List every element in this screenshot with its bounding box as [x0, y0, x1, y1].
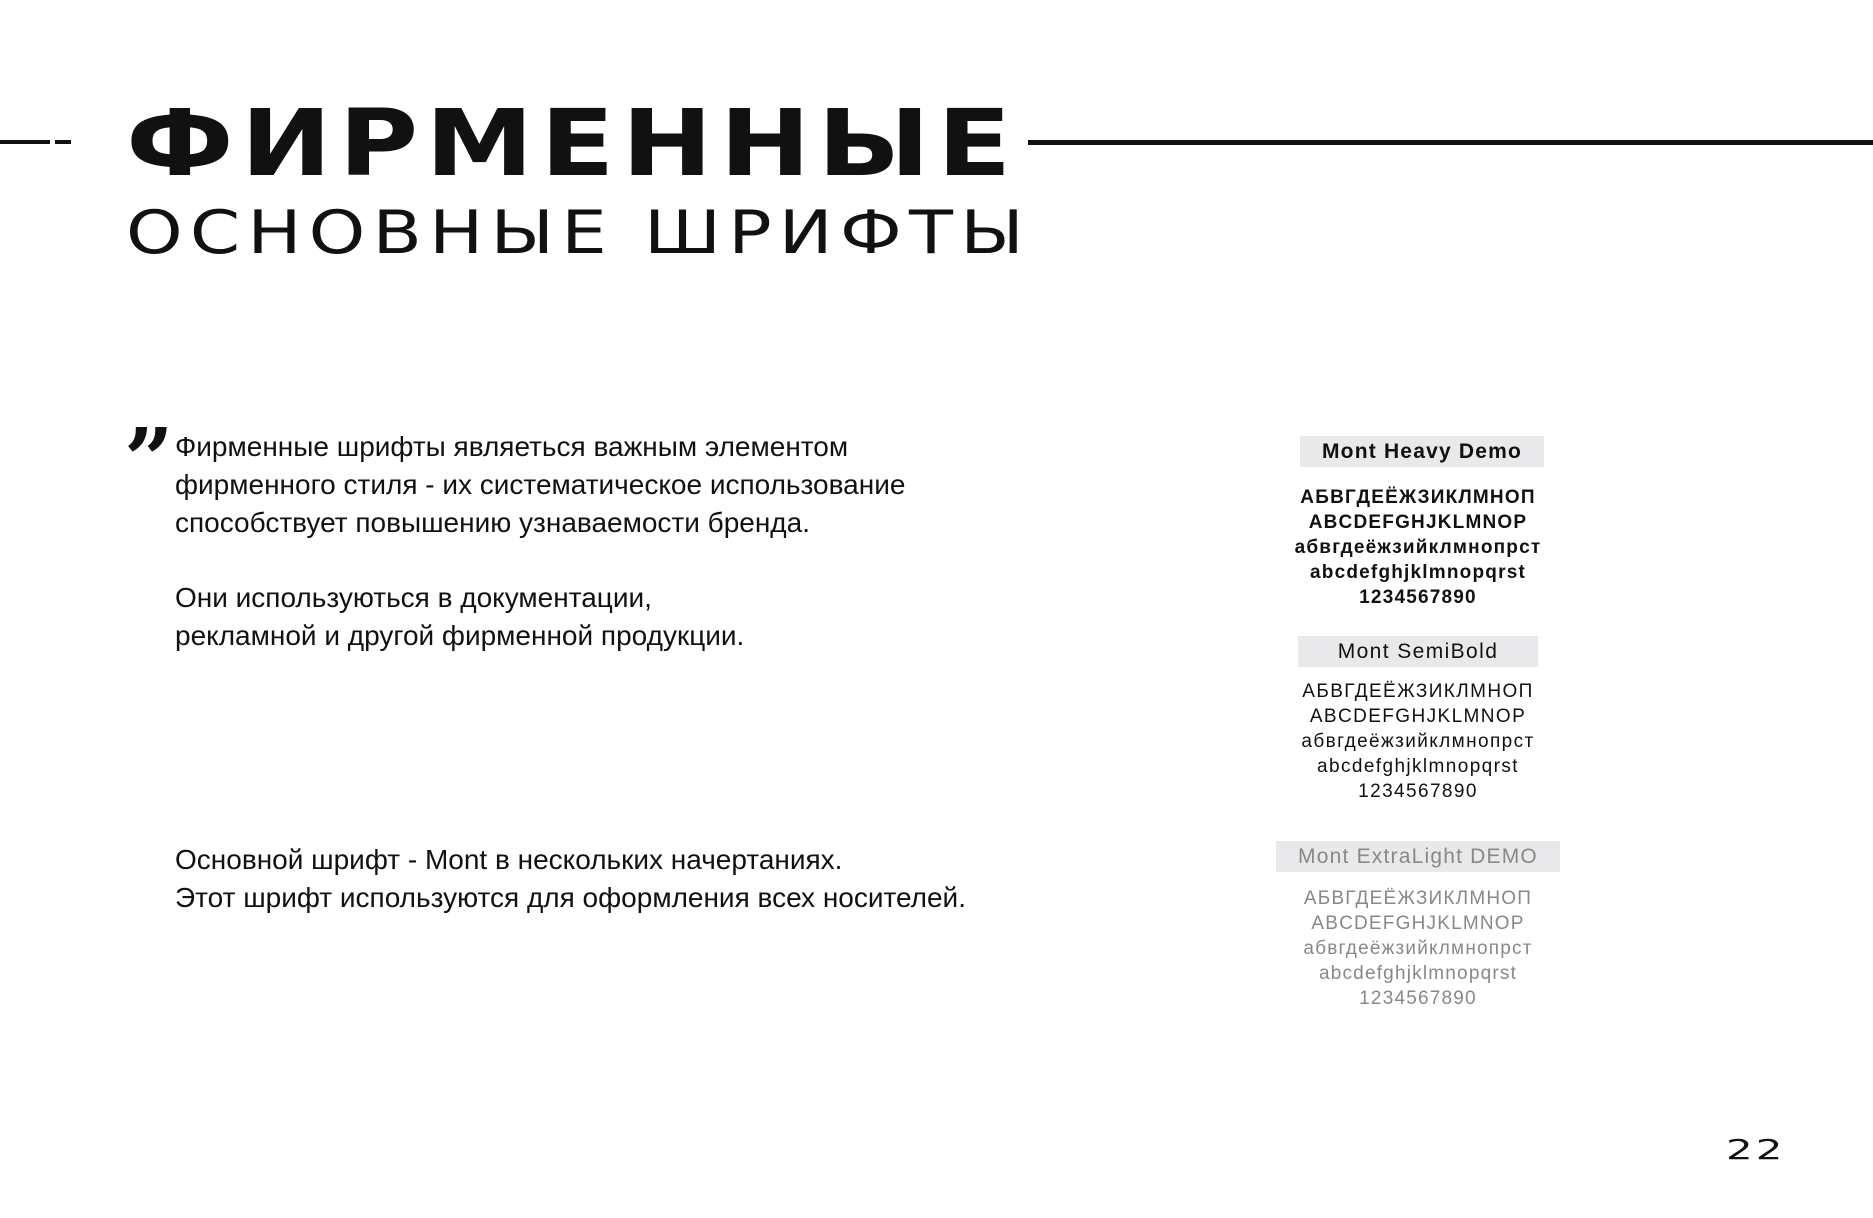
header-rule-left	[0, 140, 50, 144]
main-font-line: Основной шрифт - Mont в нескольких начертаниях.	[175, 844, 843, 875]
font-name-label: Mont Heavy Demo	[1300, 436, 1544, 467]
font-sample-line: abcdefghjklmnopqrst	[1317, 756, 1519, 777]
font-sample-line: abcdefghjklmnopqrst	[1310, 562, 1526, 583]
font-sample-line: АБВГДЕЁЖЗИКЛМНОП	[1303, 888, 1533, 909]
font-sample-line: АБВГДЕЁЖЗИКЛМНОП	[1302, 681, 1534, 702]
font-sample-line: 1234567890	[1359, 988, 1477, 1009]
intro-line: способствует повышению узнаваемости бренда.	[175, 507, 810, 538]
font-sample-line: абвгдеёжзийклмнопрст	[1303, 938, 1533, 959]
intro-paragraph	[175, 428, 905, 542]
font-name-label: Mont SemiBold	[1298, 636, 1538, 667]
usage-line: Они используються в документации,	[175, 582, 652, 613]
font-sample-line: abcdefghjklmnopqrst	[1318, 963, 1518, 984]
page-subtitle: ОСНОВНЫЕ ШРИФТЫ	[126, 198, 1031, 268]
page-title: ФИРМЕННЫЕ	[126, 90, 1019, 197]
font-sample-line: абвгдеёжзийклмнопрст	[1301, 731, 1535, 752]
page-number: 22	[1726, 1133, 1786, 1166]
font-specimen-extralight	[1258, 841, 1578, 1011]
font-specimen-semibold	[1258, 636, 1578, 804]
font-sample-line: 1234567890	[1358, 781, 1478, 802]
font-name-label: Mont ExtraLight DEMO	[1276, 841, 1560, 872]
main-font-paragraph	[175, 841, 966, 917]
font-sample-line: ABCDEFGHJKLMNOP	[1311, 913, 1525, 934]
font-sample-line: абвгдеёжзийклмнопрст	[1294, 537, 1542, 558]
header-rule-right	[1028, 140, 1873, 145]
font-sample-line: ABCDEFGHJKLMNOP	[1308, 512, 1528, 533]
intro-line: фирменного стиля - их систематическое использование	[175, 469, 906, 500]
header-rule-left-dash	[55, 140, 71, 144]
usage-line: рекламной и другой фирменной продукции.	[175, 620, 745, 651]
main-font-line: Этот шрифт используются для оформления всех носителей.	[175, 882, 966, 913]
font-sample-line: ABCDEFGHJKLMNOP	[1309, 706, 1527, 727]
intro-line: Фирменные шрифты являеться важным элементом	[175, 431, 849, 462]
font-specimen-heavy	[1258, 436, 1578, 610]
usage-paragraph	[175, 579, 744, 655]
font-sample-line: АБВГДЕЁЖЗИКЛМНОП	[1300, 487, 1536, 508]
quote-mark-icon: ”	[124, 410, 174, 511]
font-sample-line: 1234567890	[1359, 587, 1477, 608]
